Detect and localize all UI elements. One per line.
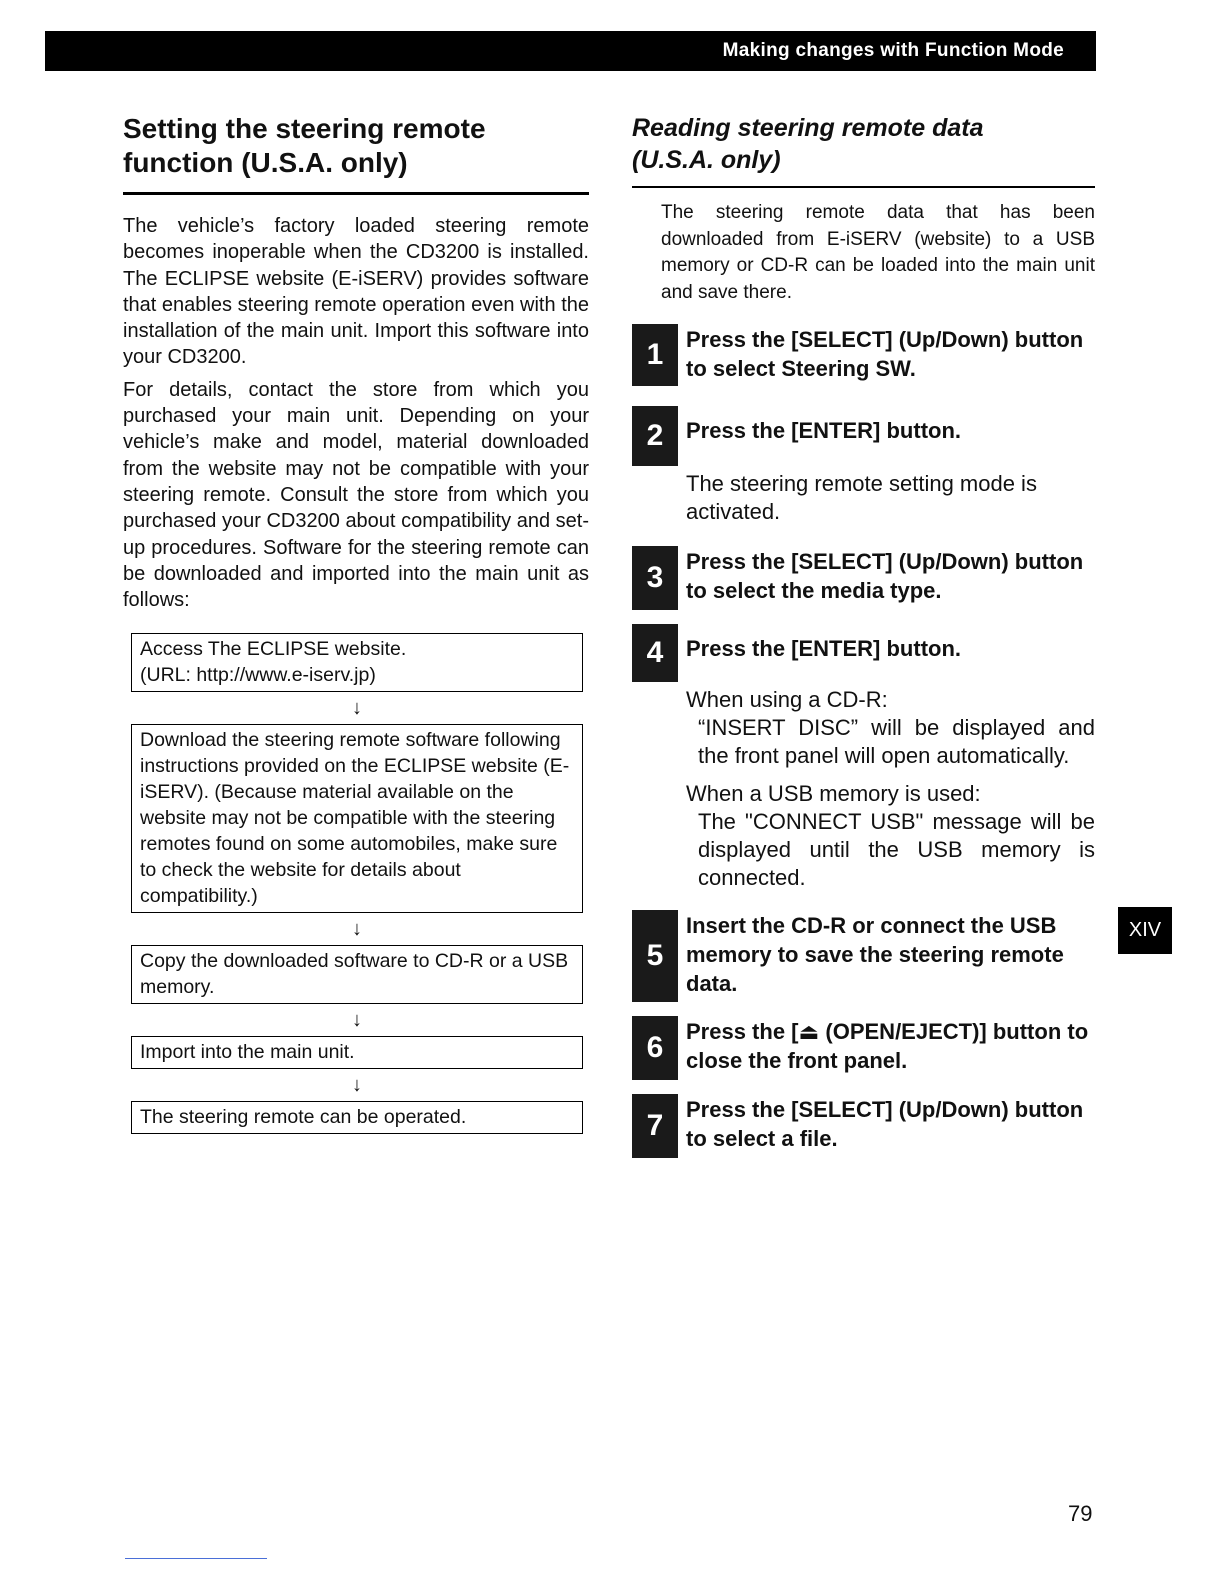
right-intro: The steering remote data that has been downloaded from E-iSERV (website) to a USB memory or CD-R can be loaded into the main unit and save there. <box>661 202 1095 303</box>
cdr-note-label: When using a CD-R: <box>686 687 888 712</box>
step-4-note <box>686 686 1095 892</box>
step-number-badge: 1 <box>632 324 678 386</box>
page-number: 79 <box>1068 1501 1093 1526</box>
step-5 <box>632 910 1095 1002</box>
step-2-note: The steering remote setting mode is activated. <box>686 471 1037 524</box>
step-instruction: Press the [ENTER] button. <box>686 418 962 443</box>
step-instruction: Press the [SELECT] (Up/Down) button to select Steering SW. <box>686 327 1084 381</box>
step-2 <box>632 406 1095 466</box>
left-title-line2: function (U.S.A. only) <box>123 147 408 178</box>
flow-step-operate: The steering remote can be operated. <box>131 1101 583 1134</box>
step-number-badge: 7 <box>632 1094 678 1158</box>
step-instruction: Press the [ENTER] button. <box>686 636 962 661</box>
step-number-badge: 5 <box>632 910 678 1002</box>
left-section-title <box>123 112 589 195</box>
left-title-line1: Setting the steering remote <box>123 113 486 144</box>
header-bar <box>45 31 1096 71</box>
step-number-badge: 2 <box>632 406 678 466</box>
flow-step-1-url: (URL: http://www.e-iserv.jp) <box>140 664 376 687</box>
right-section-title <box>632 112 1095 188</box>
right-title-line2: (U.S.A. only) <box>632 146 781 174</box>
header-title: Making changes with Function Mode <box>722 40 1064 61</box>
step-1 <box>632 324 1095 386</box>
flow-step-access-website <box>131 633 583 692</box>
step-6 <box>632 1016 1095 1080</box>
step-4 <box>632 624 1095 682</box>
right-title-line1: Reading steering remote data <box>632 114 984 142</box>
flow-step-copy: Copy the downloaded software to CD-R or a USB memory. <box>131 945 583 1004</box>
left-column <box>123 112 589 1134</box>
step-instruction: Press the [SELECT] (Up/Down) button to select a file. <box>686 1097 1084 1151</box>
flow-arrow-icon: ↓ <box>352 918 362 941</box>
step-instruction: Press the [⏏ (OPEN/EJECT)] button to close the front panel. <box>686 1019 1089 1073</box>
step-7 <box>632 1094 1095 1158</box>
step-number-badge: 6 <box>632 1016 678 1080</box>
step-instruction: Press the [SELECT] (Up/Down) button to select the media type. <box>686 549 1084 603</box>
cdr-note-text: “INSERT DISC” will be displayed and the front panel will open automatically. <box>698 715 1095 768</box>
flow-step-1-line1: Access The ECLIPSE website. <box>140 638 407 661</box>
step-3 <box>632 546 1095 610</box>
section-tab-marker: XIV <box>1118 907 1172 954</box>
footer-divider <box>125 1558 267 1559</box>
left-paragraph-1: The vehicle’s factory loaded steering remote becomes inoperable when the CD3200 is installed. The ECLIPSE website (E-iSERV) provides software that enables steering remote operation even with the installation of the main unit. Import this software into your CD3200. <box>123 215 589 369</box>
flow-arrow-icon: ↓ <box>352 1074 362 1097</box>
right-column <box>632 112 1095 1158</box>
flow-arrow-icon: ↓ <box>352 697 362 720</box>
left-paragraph-2: For details, contact the store from which you purchased your main unit. Depending on your vehicle’s make and model, material downloaded from the website may not be compatible with your steering remote. Consult the store from which you purchased your CD3200 about compatibility and set-up procedures. Software for the steering remote can be downloaded and imported into the main unit as follows: <box>123 378 589 612</box>
usb-note-label: When a USB memory is used: <box>686 781 981 806</box>
flow-step-import: Import into the main unit. <box>131 1036 583 1069</box>
step-number-badge: 3 <box>632 546 678 610</box>
flow-step-download: Download the steering remote software following instructions provided on the ECLIPSE website (E-iSERV). (Because material available on the website may not be compatible with the steering remotes found on some automobiles, make sure to check the website for details about compatibility.) <box>131 724 583 913</box>
flow-arrow-icon: ↓ <box>352 1009 362 1032</box>
usb-note-text: The "CONNECT USB" message will be displayed until the USB memory is connected. <box>698 809 1095 890</box>
procedure-flowchart <box>131 633 583 1134</box>
step-number-badge: 4 <box>632 624 678 682</box>
step-instruction: Insert the CD-R or connect the USB memory to save the steering remote data. <box>686 913 1064 996</box>
